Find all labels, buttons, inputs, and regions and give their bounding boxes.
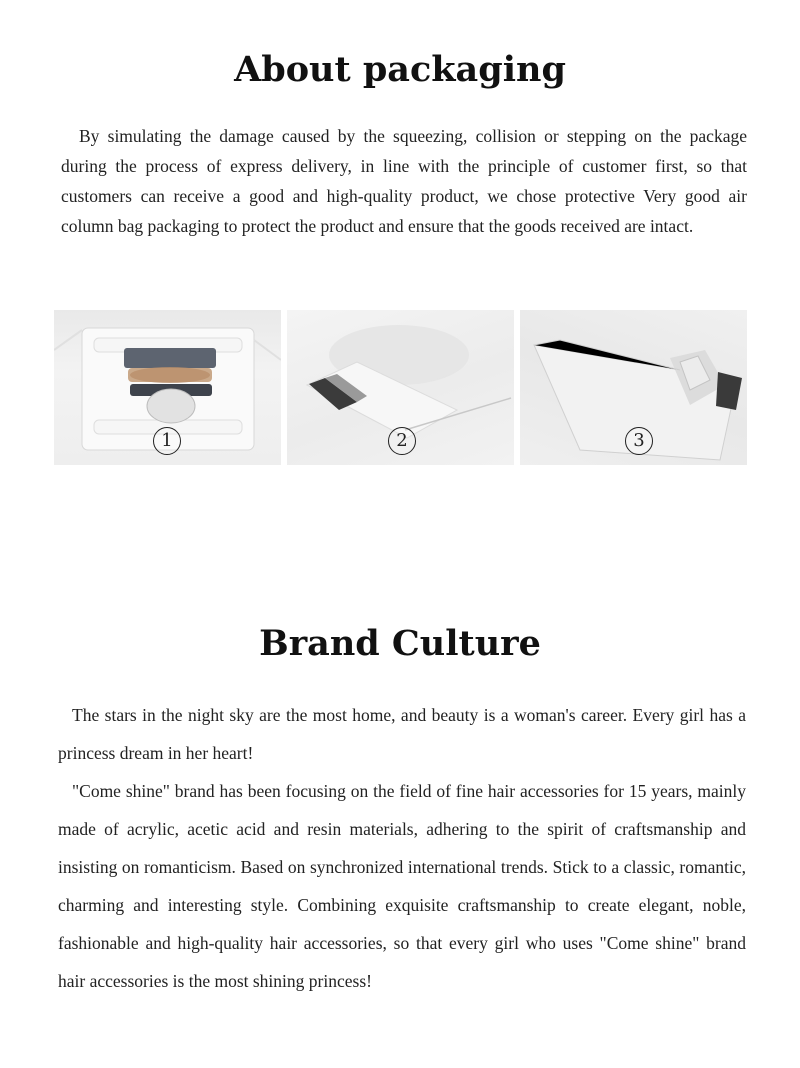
brand-paragraph-1: The stars in the night sky are the most home, and beauty is a woman's career. Every girl has a princess dream in her heart! (58, 705, 746, 763)
packaging-paragraph: By simulating the damage caused by the squeezing, collision or stepping on the package during the process of express delivery, in line with the principle of customer first, so that customers can receive a good and high-quality product, we chose protective Very good air column bag packaging to protect the product and ensure that the goods received are intact. (61, 126, 747, 236)
packaging-photo-1 (54, 310, 281, 465)
brand-culture-text (58, 696, 746, 1000)
brand-paragraph-2: "Come shine" brand has been focusing on the field of fine hair accessories for 15 years, mainly made of acrylic, acetic acid and resin materials, adhering to the spirit of craftsmanship and insisting on romanticism. Based on synchronized international trends. Stick to a classic, romantic, charming and interesting style. Combining exquisite craftsmanship to create elegant, noble, fashionable and high-quality hair accessories, so that every girl who uses "Come shine" brand hair accessories is the most shining princess! (58, 781, 746, 991)
brand-culture-title: Brand Culture (259, 623, 541, 664)
photo-number-badge: 3 (625, 427, 653, 455)
photo-number-badge: 1 (153, 427, 181, 455)
packaging-title: About packaging (234, 49, 566, 90)
packaging-photo-3 (520, 310, 747, 465)
packaging-photo-2 (287, 310, 514, 465)
packaging-photo-row (54, 310, 748, 465)
photo-number-badge: 2 (388, 427, 416, 455)
